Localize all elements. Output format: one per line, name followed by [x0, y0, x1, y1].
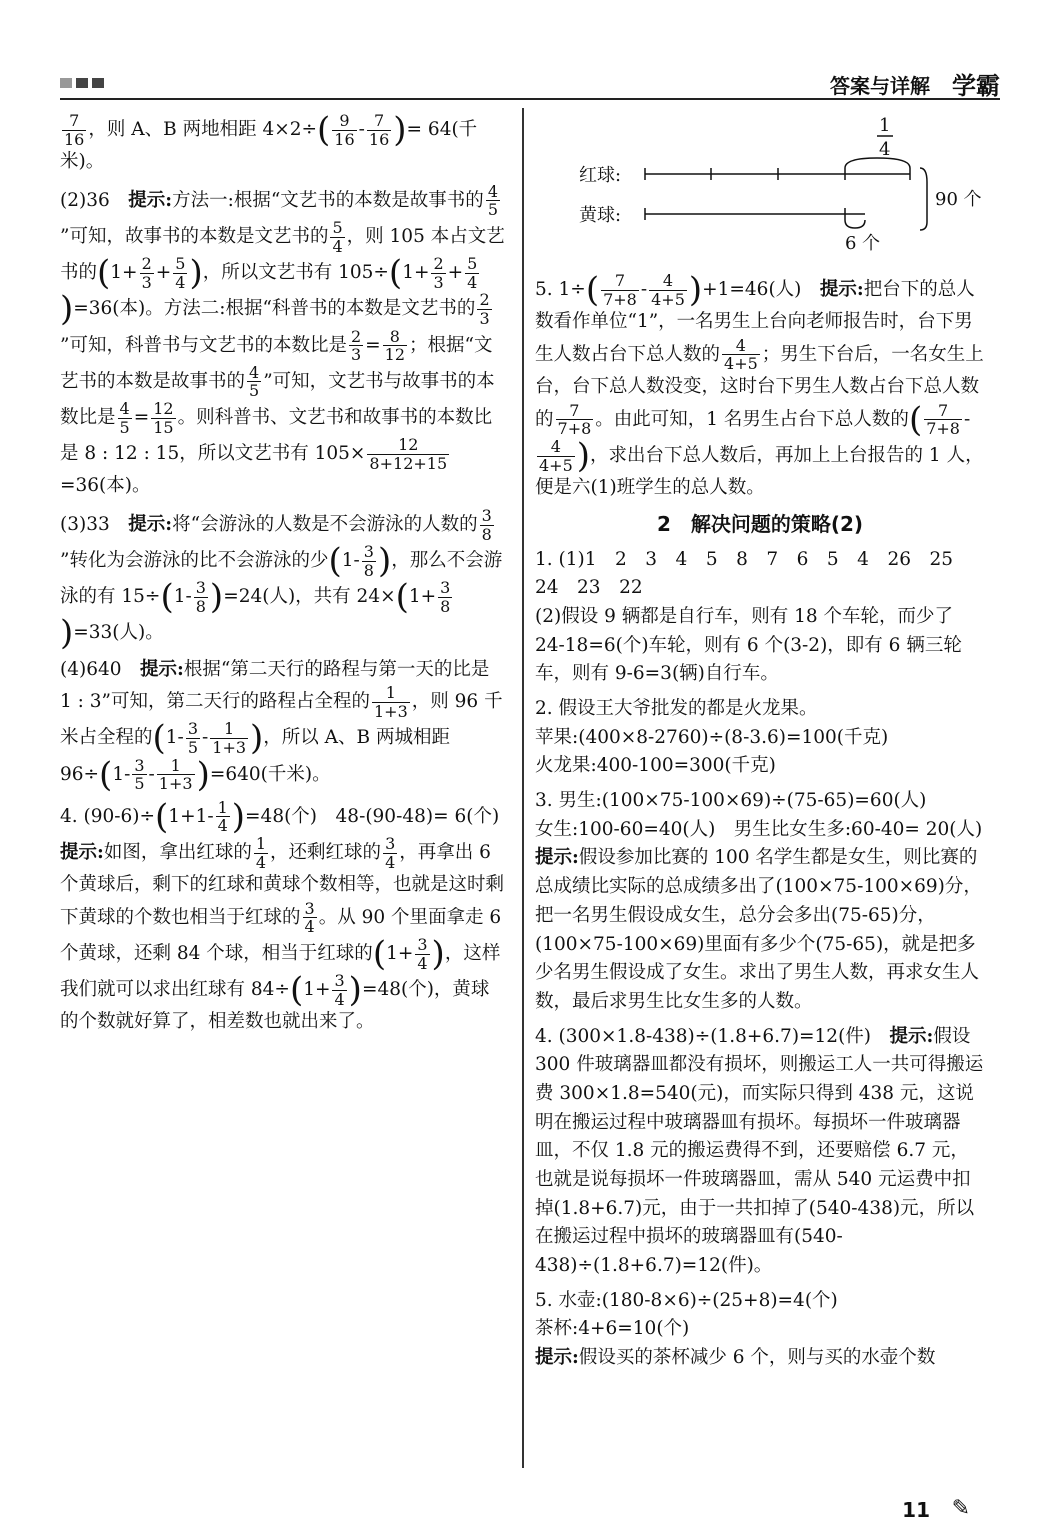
diagram-top-numerator: 1 — [879, 115, 891, 136]
header-marks — [60, 78, 104, 88]
column-divider — [522, 108, 524, 1468]
diagram-red-label: 红球: — [579, 165, 622, 186]
s-answer-1: 1. (1)1 2 3 4 5 8 7 6 5 4 26 25 24 23 22 (2)假设 9 辆都是自行车，则有 18 个车轮，而少了 24-18=6(个)车轮，则有 6 个(3-2)，即有 6 辆三轮车，则有 9-6=3(辆)自行车。 — [535, 548, 972, 685]
diagram-top-denominator: 4 — [879, 139, 891, 160]
fraction: $\frac{7}{16}$ — [64, 111, 85, 149]
page-number: 11 — [902, 1498, 930, 1522]
answer-1-4: (4)640 提示:根据“第二天行的路程与第一天的比是 1 : 3”可知，第二天行的路程占全程的 $\frac{1}{1+3}$ ，则 96 千米占全程的(1- $\frac{3}{5}$ - $\frac{1}{1+3}$ )，所以 A、B 两城相距 96÷(1- $\frac{3}{5}$ - $\frac{1}{1+3}$ )=640(千米)。 — [60, 658, 503, 795]
right-column — [535, 112, 985, 1379]
diagram-yellow-label: 黄球: — [579, 205, 622, 226]
s-answer-5: 5. 水壶:(180-8×6)÷(25+8)=4(个) 茶杯:4+6=10(个) 提示:假设买的茶杯减少 6 个，则与买的水壶个数 — [535, 1289, 936, 1368]
pencil-icon: ✎ — [951, 1496, 970, 1521]
s-answer-4: 4. (300×1.8-438)÷(1.8+6.7)=12(件) 提示:假设 300 件玻璃器皿都没有损坏，则搬运工人一共可得搬运费 300×1.8=540(元)，而实际只得到 438 元，这说明在搬运过程中玻璃器皿有损坏。每损坏一件玻璃器皿，不仅 1.8 元的搬运费得不到，还要赔偿 6.7 元，也就是说每损坏一件玻璃器皿，需从 540 元运费中扣掉(1.8+6.7)元，由于一共扣掉了(540-438)元，所以在搬运过程中损坏的玻璃器皿有(540-438)÷(1.8+6.7)=12(件)。 — [535, 1025, 984, 1276]
header-brand-logo: 学霸 — [952, 72, 1000, 100]
section-title: 2 解决问题的策略(2) — [656, 511, 864, 536]
page-header — [60, 70, 1000, 100]
s-answer-2: 2. 假设王大爷批发的都是火龙果。 苹果:(400×8-2760)÷(8-3.6)=100(千克) 火龙果:400-100=300(千克) — [535, 698, 889, 777]
diagram-total-label: 90 个 — [935, 189, 982, 210]
answer-5: 5. 1÷( $\frac{7}{7+8}$ - $\frac{4}{4+5}$ )+1=46(人) 提示:把台下的总人数看作单位“1”，一名男生上台向老师报告时，台下男生人数占台下总人数的 $\frac{4}{4+5}$ ；男生下台后，一名女生上台，台下总人数没变，这时台下男生人数占台下总人数的 $\frac{7}{7+8}$ 。由此可知，1 名男生占台下总人数的( $\frac{7}{7+8}$ - $\frac{4}{4+5}$ )，求出台下总人数后，再加上上台报告的 1 人，便是六(1)班学生的总人数。 — [535, 270, 984, 499]
header-title: 答案与详解 — [830, 74, 930, 98]
left-column — [60, 112, 505, 1043]
s-answer-3: 3. 男生:(100×75-100×69)÷(75-65)=60(人) 女生:100-60=40(人) 男生比女生多:60-40= 20(人) 提示:假设参加比赛的 100 名学生都是女生，则比赛的总成绩比实际的总成绩多出了(100×75-100×69)分，把一名男生假设成女生，总分会多出(75-65)分，(100×75-100×69)里面有多少个(75-65)，就是把多少名男生假设成了女生。求出了男生人数，再求女生人数，最后求男生比女生多的人数。 — [535, 790, 983, 1012]
answer-4: 4. (90-6)÷(1+1- $\frac{1}{4}$ )=48(个) 48-(90-48)= 6(个) 提示:如图，拿出红球的 $\frac{1}{4}$ ，还剩红球的 $\frac{3}{4}$ ，再拿出 6 个黄球后，剩下的红球和黄球个数相等，也就是这时剩下黄球的个数也相当于红球的 $\frac{3}{4}$ 。从 90 个里面拿走 6 个黄球，还剩 84 个球，相当于红球的(1+ $\frac{3}{4}$ )，这样我们就可以求出红球有 84÷(1+ $\frac{3}{4}$ )=48(个)，黄球的个数就好算了，相差数也就出来了。 — [60, 796, 505, 1033]
ball-line-diagram — [535, 112, 985, 262]
answer-1-3: (3)33 提示:将“会游泳的人数是不会游泳的人数的 $\frac{3}{8}$ ”转化为会游泳的比不会游泳的少(1- $\frac{3}{8}$ )，那么不会游泳的有 15÷(1- $\frac{3}{8}$ )=24(人)，共有 24×(1+ $\frac{3}{8}$ )=33(人)。 — [60, 506, 503, 653]
answer-1-2: (2)36 提示:方法一:根据“文艺书的本数是故事书的 $\frac{4}{5}$ ”可知，故事书的本数是文艺书的 $\frac{5}{4}$ ，则 105 本占文艺书的(1+ $\frac{2}{3}$ + $\frac{5}{4}$ )，所以文艺书有 105÷(1+ $\frac{2}{3}$ + $\frac{5}{4}$ )=36(本)。方法二:根据“科普书的本数是文艺书的 $\frac{2}{3}$ ”可知，科普书与文艺书的本数比是 $\frac{2}{3}$ = $\frac{8}{12}$ ；根据“文艺书的本数是故事书的 $\frac{4}{5}$ ”可知，文艺书与故事书的本数比是 $\frac{4}{5}$ = $\frac{12}{15}$ 。则科普书、文艺书和故事书的本数比是 8 : 12 : 15，所以文艺书有 105× $\frac{12}{8+12+15}$ =36(本)。 — [60, 181, 505, 497]
answer-1-continued: $\frac{7}{16}$ ，则 A、B 两地相距 4×2÷( $\frac{9}{16}$ - $\frac{7}{16}$ )= 64(千米)。 — [60, 110, 478, 173]
diagram-diff-label: 6 个 — [845, 233, 881, 254]
